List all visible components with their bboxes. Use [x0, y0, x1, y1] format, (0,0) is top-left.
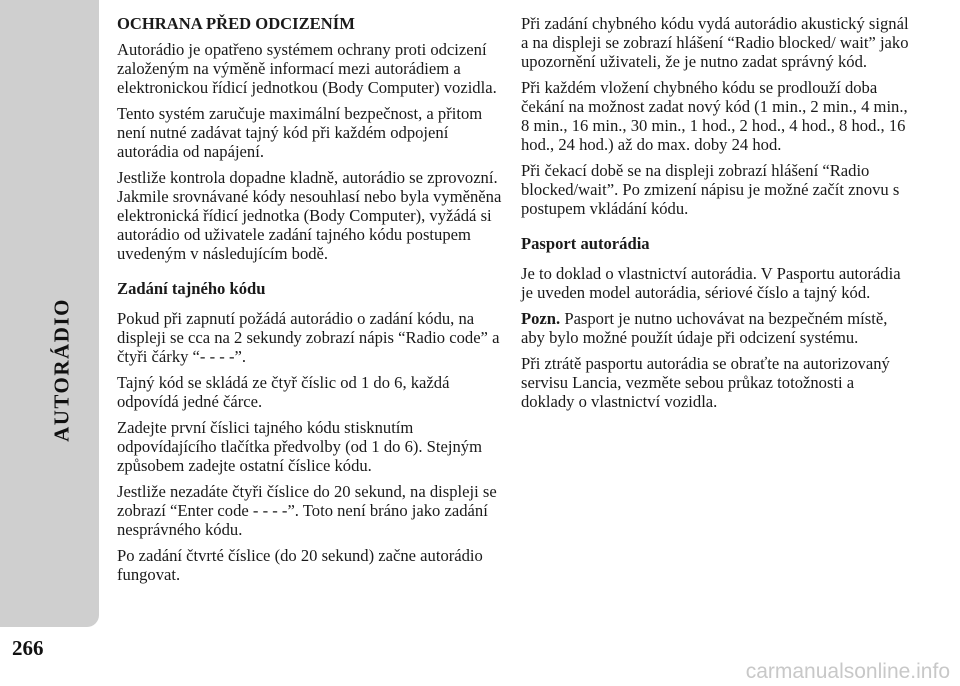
paragraph: Při každém vložení chybného kódu se prodlouží doba čekání na možnost zadat nový kód (1 min., 2 min., 4 min., 8 min., 16 min., 30 min., 1 hod., 2 hod., 4 hod., 8 hod., 16 hod., 24 hod.) až do max. doby 24 hod. [521, 78, 908, 154]
left-column [117, 14, 502, 591]
section-heading: OCHRANA PŘED ODCIZENÍM [117, 14, 355, 33]
note-paragraph [521, 309, 911, 347]
subheading-code-entry: Zadání tajného kódu [117, 279, 266, 298]
paragraph: Pokud při zapnutí požádá autorádio o zadání kódu, na displeji se cca na 2 sekundy zobrazí nápis “Radio code” a čtyři čárky “- - - -”. [117, 309, 500, 366]
note-text: Pasport je nutno uchovávat na bezpečném místě, aby bylo možné použít údaje při odcizení systému. [521, 309, 888, 347]
paragraph: Při zadání chybného kódu vydá autorádio akustický signál a na displeji se zobrazí hlášení “Radio blocked/ wait” jako upozornění uživateli, že je nutno zadat správný kód. [521, 14, 909, 71]
paragraph: Je to doklad o vlastnictví autorádia. V Pasportu autorádia je uveden model autorádia, sériové číslo a tajný kód. [521, 264, 901, 302]
paragraph: Jestliže kontrola dopadne kladně, autorádio se zprovozní. Jakmile srovnávané kódy nesouhlasí nebo byla vyměněna elektronická řídicí jednotka (Body Computer), vyžádá si autorádio od uživatele zadání tajného kódu postupem uvedeným v následujícím bodě. [117, 168, 502, 263]
paragraph: Při ztrátě pasportu autorádia se obraťte na autorizovaný servisu Lancia, vezměte sebou průkaz totožnosti a doklady o vlastnictví vozidla. [521, 354, 890, 411]
watermark: carmanualsonline.info [745, 660, 950, 683]
paragraph: Jestliže nezadáte čtyři číslice do 20 sekund, na displeji se zobrazí “Enter code - - - -”. Toto není bráno jako zadání nesprávného kódu. [117, 482, 497, 539]
page-number: 266 [12, 636, 44, 660]
paragraph: Při čekací době se na displeji zobrazí hlášení “Radio blocked/wait”. Po zmizení nápisu je možné začít znovu s postupem vkládání kódu. [521, 161, 900, 218]
paragraph: Po zadání čtvrté číslice (do 20 sekund) začne autorádio fungovat. [117, 546, 483, 584]
paragraph: Tajný kód se skládá ze čtyř číslic od 1 do 6, každá odpovídá jedné čárce. [117, 373, 450, 411]
note-label: Pozn. [521, 309, 561, 328]
paragraph: Autorádio je opatřeno systémem ochrany proti odcizení založeným na výměně informací mezi autorádiem a elektronickou řídicí jednotkou (Body Computer) vozidla. [117, 40, 497, 97]
paragraph: Tento systém zaručuje maximální bezpečnost, a přitom není nutné zadávat tajný kód při každém odpojení autorádia od napájení. [117, 104, 483, 161]
right-column [521, 14, 911, 418]
paragraph: Zadejte první číslici tajného kódu stisknutím odpovídajícího tlačítka předvolby (od 1 do 6). Stejným způsobem zadejte ostatní číslice kódu. [117, 418, 482, 475]
section-label: AUTORÁDIO [49, 298, 74, 442]
subheading-passport: Pasport autorádia [521, 234, 650, 253]
side-tab [0, 0, 99, 627]
